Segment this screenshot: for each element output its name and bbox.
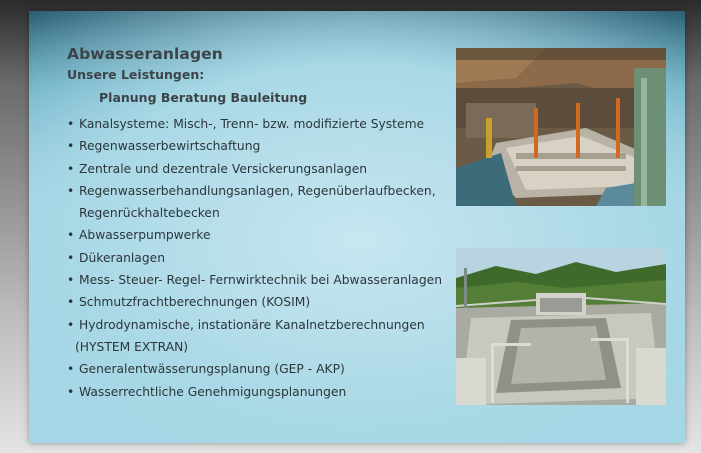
list-item: • Schmutzfrachtberechnungen (KOSIM): [67, 291, 457, 313]
list-item: • Zentrale und dezentrale Versickerungsanlagen: [67, 158, 457, 180]
list-item: • Hydrodynamische, instationäre Kanalnetzberechnungen: [67, 314, 457, 336]
list-item: • Wasserrechtliche Genehmigungsplanungen: [67, 381, 457, 403]
services-line: Planung Beratung Bauleitung: [99, 90, 308, 105]
text-column: [67, 45, 457, 403]
list-item: • Regenwasserbehandlungsanlagen, Regenüberlaufbecken,: [67, 180, 457, 202]
construction-site-photo: [456, 48, 666, 206]
page-title: Abwasseranlagen: [67, 45, 223, 63]
list-item: • Kanalsysteme: Misch-, Trenn- bzw. modifizierte Systeme: [67, 113, 457, 135]
list-item: • Generalentwässerungsplanung (GEP - AKP): [67, 358, 457, 380]
services-list: [67, 113, 457, 403]
list-item-continuation: (HYSTEM EXTRAN): [75, 339, 189, 354]
list-item: • Dükeranlagen: [67, 247, 457, 269]
concrete-basin-photo: [456, 248, 666, 405]
services-subtitle: Unsere Leistungen:: [67, 67, 205, 82]
list-item-continuation: Regenrückhaltebecken: [79, 206, 220, 221]
list-item: • Mess- Steuer- Regel- Fernwirktechnik bei Abwasseranlagen: [67, 269, 457, 291]
list-item: • Abwasserpumpwerke: [67, 224, 457, 246]
list-item: • Regenwasserbewirtschaftung: [67, 135, 457, 157]
content-panel: [29, 11, 685, 443]
